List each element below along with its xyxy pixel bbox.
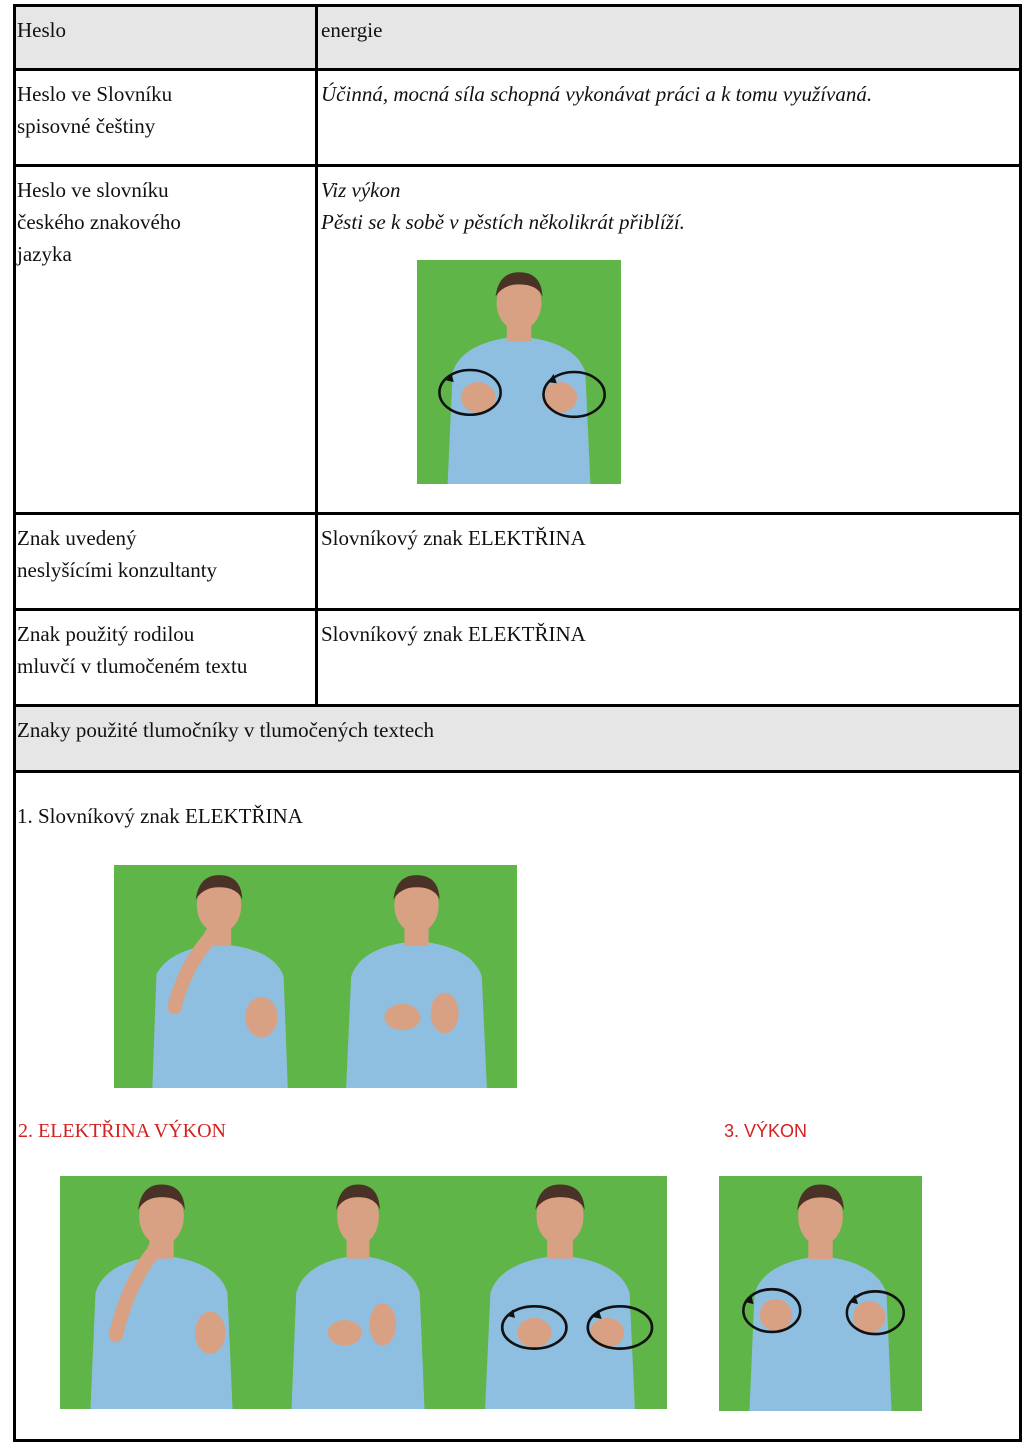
table-border xyxy=(13,770,1022,773)
szj-reference: Viz výkon xyxy=(321,178,401,202)
heslo-label: Heslo xyxy=(17,18,66,42)
konzultanti-value-cell xyxy=(317,514,1022,610)
szj-description: Pěsti se k sobě v pěstích několikrát přiblíží. xyxy=(321,210,685,234)
rodily-label-line-2: mluvčí v tlumočeném textu xyxy=(17,654,248,678)
szj-label-line-2: českého znakového xyxy=(17,210,181,234)
section-header-cell xyxy=(13,706,1022,772)
signer-figure xyxy=(453,1176,667,1409)
rodily-label-cell xyxy=(13,610,317,706)
rodily-value-cell xyxy=(317,610,1022,706)
variant-2-label: 2. ELEKTŘINA VÝKON xyxy=(18,1120,226,1142)
variant-2-photos xyxy=(60,1176,667,1409)
signer-figure xyxy=(263,1176,453,1409)
signer-figure xyxy=(417,260,621,484)
sign-frame xyxy=(263,1176,453,1409)
variant-3-photos xyxy=(719,1176,922,1411)
sign-frame xyxy=(114,865,316,1088)
szj-label-cell xyxy=(13,166,317,514)
signer-figure xyxy=(719,1176,922,1411)
konzultanti-label-line-2: neslyšícími konzultanty xyxy=(17,558,218,582)
variant-3-label: 3. VÝKON xyxy=(724,1121,808,1141)
signer-figure xyxy=(114,865,316,1088)
konzultanti-label-line-1: Znak uvedený xyxy=(17,526,137,550)
sign-frame xyxy=(719,1176,922,1411)
szj-label-line-3: jazyka xyxy=(17,242,72,266)
section-header: Znaky použité tlumočníky v tlumočených textech xyxy=(17,718,434,742)
table-border xyxy=(315,4,318,707)
sign-frame xyxy=(60,1176,263,1409)
table-border xyxy=(13,1439,1022,1442)
sign-frame xyxy=(316,865,517,1088)
signer-figure xyxy=(316,865,517,1088)
sign-frame xyxy=(417,260,621,484)
ssc-definition: Účinná, mocná síla schopná vykonávat práci a k tomu využívaná. xyxy=(321,82,873,106)
variant-1-label-cell xyxy=(13,800,613,840)
table-border xyxy=(13,512,1022,515)
table-border xyxy=(13,4,16,1442)
table-border xyxy=(13,704,1022,707)
sign-frame xyxy=(453,1176,667,1409)
ssc-label-line-1: Heslo ve Slovníku xyxy=(17,82,173,106)
szj-label-line-1: Heslo ve slovníku xyxy=(17,178,169,202)
variant-1-photos xyxy=(114,865,517,1088)
rodily-label-line-1: Znak použitý rodilou xyxy=(17,622,195,646)
konzultanti-value: Slovníkový znak ELEKTŘINA xyxy=(321,526,586,550)
table-border xyxy=(1019,4,1022,1442)
heslo-label-cell xyxy=(13,6,317,70)
signer-figure xyxy=(60,1176,263,1409)
ssc-label-cell xyxy=(13,70,317,166)
table-border xyxy=(13,164,1022,167)
heslo-value-cell xyxy=(317,6,1022,70)
szj-sign-photo xyxy=(417,260,621,484)
table-border xyxy=(13,4,1022,7)
ssc-label-line-2: spisovné češtiny xyxy=(17,114,156,138)
table-border xyxy=(13,68,1022,71)
heslo-value: energie xyxy=(321,18,383,42)
table-border xyxy=(13,608,1022,611)
ssc-value-cell xyxy=(317,70,1022,166)
rodily-value: Slovníkový znak ELEKTŘINA xyxy=(321,622,586,646)
konzultanti-label-cell xyxy=(13,514,317,610)
variant-1-label: 1. Slovníkový znak ELEKTŘINA xyxy=(17,804,303,828)
